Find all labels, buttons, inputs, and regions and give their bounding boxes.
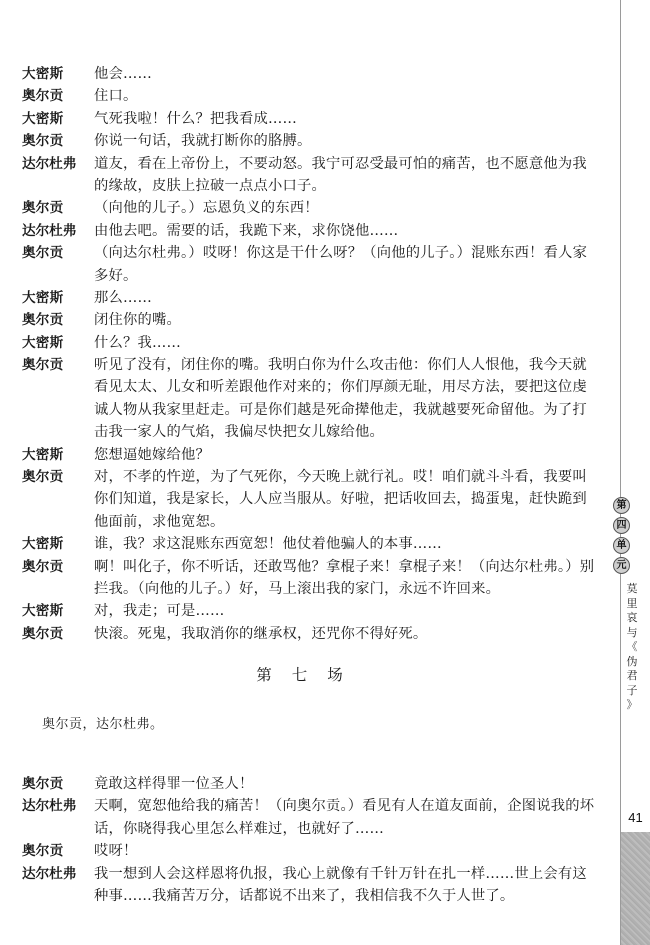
speech-text: （向他的儿子。）忘恩负义的东西！: [94, 200, 319, 217]
dialogue-line: [22, 242, 597, 264]
speech-text: 听见了没有，闭住你的嘴。我明白你为什么攻击他：你们人人恨他，我今天就: [94, 357, 587, 374]
speech-text: 他会……: [94, 66, 152, 82]
speech-text: 种事……我痛苦万分，话都说不出来了，我相信我不久于人世了。: [94, 887, 515, 904]
unit-badge: 四: [613, 517, 630, 534]
dialogue-line: [22, 511, 597, 533]
speech-text: 的缘故，皮肤上拉破一点点小口子。: [94, 177, 326, 194]
title-char: 》: [626, 698, 638, 711]
speech-text: （向达尔杜弗。）哎呀！你这是干什么呀？（向他的儿子。）混账东西！看人家: [94, 245, 588, 262]
dialogue-line: [22, 399, 597, 421]
speaker-name: 奥尔贡: [22, 245, 64, 262]
speaker-name: 大密斯: [22, 110, 64, 127]
speaker-name: 达尔杜弗: [22, 798, 77, 815]
section-title-vertical: [624, 582, 640, 713]
dialogue-line: [22, 376, 597, 398]
speech-text: 住口。: [94, 88, 138, 105]
page-number: 41: [621, 805, 650, 831]
title-char: 子: [626, 683, 638, 697]
scene-title: 第七场: [256, 666, 363, 684]
dialogue-line: [22, 265, 597, 287]
speech-text: 什么？我……: [94, 334, 181, 351]
speech-text: 我一想到人会这样恩将仇报，我心上就像有千针万针在扎一样……世上会有这: [94, 865, 587, 882]
title-char: 伪: [626, 654, 638, 668]
dialogue-line: [22, 840, 597, 862]
dialogue-line: [22, 885, 597, 907]
dialogue-line: [22, 773, 597, 795]
dialogue-line: [22, 863, 597, 885]
dialogue-line: [22, 421, 597, 443]
speech-text: 话，你晓得我心里怎么样难过，也就好了……: [94, 820, 384, 837]
dialogue-line: [22, 444, 597, 466]
dialogue-line: [22, 153, 597, 175]
title-char: 君: [626, 669, 638, 682]
dialogue-line: [22, 578, 597, 600]
speech-text: 闭住你的嘴。: [94, 312, 181, 329]
speaker-name: 大密斯: [22, 603, 64, 620]
speaker-name: 奥尔贡: [22, 88, 64, 105]
dialogue-line: [22, 488, 597, 510]
speech-text: 快滚。死鬼，我取消你的继承权，还咒你不得好死。: [94, 625, 428, 642]
speech-text: 看见太太、儿女和听差跟他作对来的；你们厚颜无耻，用尽方法，要把这位虔: [94, 379, 587, 396]
title-char: 莫: [626, 582, 638, 595]
title-char: 与: [626, 625, 638, 639]
speaker-name: 大密斯: [22, 66, 64, 82]
dialogue-line: [22, 466, 597, 488]
dialogue-line: [22, 309, 597, 331]
speaker-name: 奥尔贡: [22, 200, 64, 217]
speech-text: 他面前，求他宽恕。: [94, 513, 225, 530]
title-char: 哀: [626, 611, 638, 624]
speech-text: 对，不孝的忤逆，为了气死你，今天晚上就行礼。哎！咱们就斗斗看，我要叫: [94, 469, 587, 486]
speech-text: 气死我啦！什么？把我看成……: [94, 110, 297, 127]
unit-badge: 第: [613, 497, 630, 514]
speaker-name: 奥尔贡: [22, 625, 64, 642]
speaker-name: 奥尔贡: [22, 558, 64, 575]
speaker-name: 大密斯: [22, 334, 64, 351]
speaker-name: 奥尔贡: [22, 469, 64, 486]
speech-text: 竟敢这样得罪一位圣人！: [94, 776, 254, 792]
speech-text: 击我一家人的气焰，我偏尽快把女儿嫁给他。: [94, 424, 384, 441]
speech-text: 道友，看在上帝份上，不要动怒。我宁可忍受最可怕的痛苦，也不愿意他为我: [94, 155, 587, 172]
speech-text: 您想逼她嫁给他？: [94, 446, 210, 463]
dialogue-line: [22, 175, 597, 197]
page-edge-tab: [621, 832, 650, 945]
speech-text: 你说一句话，我就打断你的胳膊。: [94, 133, 312, 150]
speech-text: 谁，我？求这混账东西宽恕！他仗着他骗人的本事……: [94, 536, 442, 553]
dialogue-line: [22, 795, 597, 817]
speaker-name: 大密斯: [22, 446, 64, 463]
title-char: 里: [626, 596, 638, 610]
speech-text: 由他去吧。需要的话，我跪下来，求你饶他……: [94, 222, 399, 239]
dialogue-line: [22, 600, 597, 622]
speaker-name: 奥尔贡: [22, 843, 64, 860]
speaker-name: 达尔杜弗: [22, 865, 77, 882]
dialogue-line: [22, 287, 597, 309]
speaker-name: 奥尔贡: [22, 133, 64, 150]
speech-text: 啊！叫化子，你不听话，还敢骂他？拿棍子来！拿棍子来！（向达尔杜弗。）别: [94, 558, 595, 575]
dialogue-line: [22, 533, 597, 555]
dialogue-line: [22, 197, 597, 219]
dialogue-line: [22, 108, 597, 130]
title-char: 《: [626, 640, 638, 653]
speaker-name: 大密斯: [22, 289, 64, 306]
unit-badge: 元: [613, 557, 630, 574]
speech-text: 拦我。（向他的儿子。）好，马上滚出我的家门，永远不许回来。: [94, 580, 501, 597]
speech-text: 你们知道，我是家长，人人应当服从。好啦，把话收回去，捣蛋鬼，赶快跪到: [94, 491, 587, 508]
dialogue-line: [22, 623, 597, 645]
dialogue-part-1: [22, 63, 597, 645]
margin-rule: [620, 0, 621, 945]
unit-label: [613, 497, 629, 577]
speech-text: 多好。: [94, 267, 138, 284]
stage-direction: 奥尔贡，达尔杜弗。: [42, 717, 164, 732]
speech-text: 对，我走；可是……: [94, 603, 225, 620]
dialogue-part-2: [22, 773, 597, 907]
unit-badge: 单: [613, 537, 630, 554]
speech-text: 那么……: [94, 289, 152, 306]
speaker-name: 达尔杜弗: [22, 222, 77, 239]
speech-text: 天啊，宽恕他给我的痛苦！（向奥尔贡。）看见有人在道友面前，企图说我的坏: [94, 798, 595, 815]
speaker-name: 大密斯: [22, 536, 64, 553]
dialogue-line: [22, 220, 597, 242]
speaker-name: 奥尔贡: [22, 357, 64, 374]
dialogue-line: [22, 332, 597, 354]
speaker-name: 奥尔贡: [22, 776, 64, 792]
speech-text: 哎呀！: [94, 843, 138, 860]
dialogue-line: [22, 63, 597, 85]
speaker-name: 达尔杜弗: [22, 155, 77, 172]
speaker-name: 奥尔贡: [22, 312, 64, 329]
dialogue-line: [22, 130, 597, 152]
dialogue-line: [22, 354, 597, 376]
speech-text: 诚人物从我家里赶走。可是你们越是死命撵他走，我就越要死命留他。为了打: [94, 401, 587, 418]
dialogue-line: [22, 85, 597, 107]
dialogue-line: [22, 556, 597, 578]
dialogue-line: [22, 818, 597, 840]
